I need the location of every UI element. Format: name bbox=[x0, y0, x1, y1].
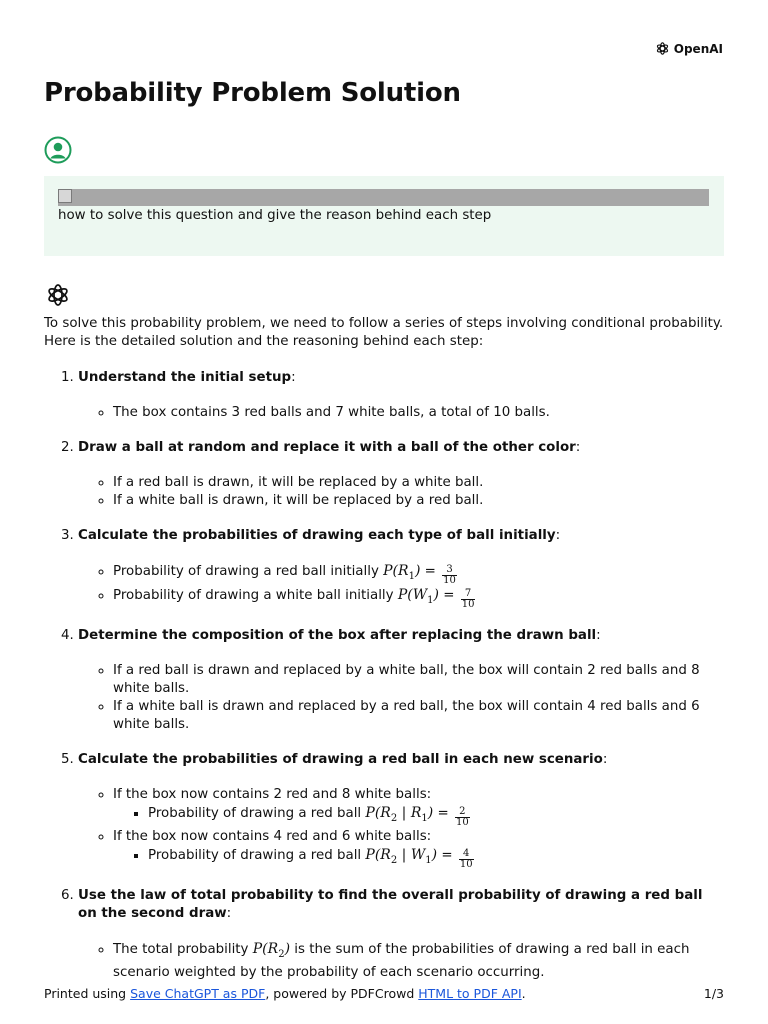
math-expression: $P(R_2)$ bbox=[252, 941, 291, 960]
solution-steps bbox=[44, 369, 724, 982]
fraction: $\frac{4}{10}$ bbox=[459, 848, 473, 870]
list-item: ◦ If a red ball is drawn and replaced by a white ball, the box will contain 2 red balls and 8 white balls. bbox=[113, 662, 724, 698]
assistant-intro: To solve this probability problem, we need to follow a series of steps involving conditional probability. Here is the detailed solution and the reasoning behind each step: bbox=[44, 316, 724, 349]
save-chatgpt-as-pdf-link[interactable]: Save ChatGPT as PDF bbox=[130, 986, 266, 1001]
math-expression: $P(W_1)$ bbox=[397, 587, 439, 606]
list-item: ▪ Probability of drawing a red ball $P(R_2$ | $W_1$) = $\frac{4}{10}$ bbox=[148, 846, 724, 870]
step-title: Determine the composition of the box after replacing the drawn ball bbox=[78, 628, 597, 643]
list-item: ◦ If a red ball is drawn, it will be replaced by a white ball. bbox=[113, 474, 724, 492]
page-title: Probability Problem Solution bbox=[44, 78, 461, 108]
step-5: 5. Calculate the probabilities of drawing a red ball in each new scenario: ◦ If the box now contains 2 red and 8 white balls: ▪ Probability of drawing a red ball $P(R_2$ | $R_1$) = $\frac{2}{10}$ ◦ If the box now contains 4 red and 6 white balls: ▪ Probability of drawing a red ball $P(R_2$ | $W_1$) = $\frac{4}{10}$ bbox=[78, 751, 724, 870]
list-item: ◦ If the box now contains 2 red and 8 white balls: ▪ Probability of drawing a red ball $P(R_2$ | $R_1$) = $\frac{2}{10}$ bbox=[113, 786, 724, 828]
user-avatar-icon bbox=[44, 136, 72, 164]
openai-brand bbox=[654, 40, 723, 57]
step-3: 3. Calculate the probabilities of drawing each type of ball initially: ◦ Probability of drawing a red ball initially $P(R_1)$ = $\frac{3}{10}$ ◦ Probability of drawing a white ball initially $P(W_1)$ = $\frac{7}{10}$ bbox=[78, 527, 724, 610]
step-title: Calculate the probabilities of drawing a red ball in each new scenario bbox=[78, 752, 603, 767]
fraction: $\frac{3}{10}$ bbox=[443, 564, 456, 586]
step-1: 1. Understand the initial setup: ◦ The box contains 3 red balls and 7 white balls, a total of 10 balls. bbox=[78, 369, 724, 422]
step-2: 2. Draw a ball at random and replace it with a ball of the other color: ◦ If a red ball is drawn, it will be replaced by a white ball. ◦ If a white ball is drawn, it will be replaced by a red ball. bbox=[78, 439, 724, 510]
list-item: ▪ Probability of drawing a red ball $P(R_2$ | $R_1$) = $\frac{2}{10}$ bbox=[148, 804, 724, 828]
assistant-message bbox=[44, 315, 724, 999]
math-expression: $P(R_2$ | $W_1$) bbox=[365, 847, 438, 866]
step-4: 4. Determine the composition of the box after replacing the drawn ball: ◦ If a red ball is drawn and replaced by a white ball, the box will contain 2 red balls and 8 white balls. ◦ If a white ball is drawn and replaced by a red ball, the box will contain 4 red balls and 6 white balls. bbox=[78, 627, 724, 734]
html-to-pdf-api-link[interactable]: HTML to PDF API bbox=[418, 986, 522, 1001]
broken-image-icon bbox=[58, 189, 72, 203]
page-number: 1/3 bbox=[703, 986, 724, 1001]
fraction: $\frac{2}{10}$ bbox=[455, 806, 469, 828]
step-title: Draw a ball at random and replace it with a ball of the other color bbox=[78, 440, 576, 455]
list-item: ◦ The box contains 3 red balls and 7 white balls, a total of 10 balls. bbox=[113, 404, 724, 422]
page-footer bbox=[44, 986, 724, 1001]
math-expression: $P(R_1)$ bbox=[383, 563, 421, 582]
list-item: ◦ If a white ball is drawn, it will be replaced by a red ball. bbox=[113, 492, 724, 510]
step-title: Understand the initial setup bbox=[78, 370, 292, 385]
brand-name: OpenAI bbox=[673, 41, 723, 56]
list-item: ◦ If the box now contains 4 red and 6 white balls: ▪ Probability of drawing a red ball $P(R_2$ | $W_1$) = $\frac{4}{10}$ bbox=[113, 828, 724, 870]
user-message-text: how to solve this question and give the reason behind each step bbox=[58, 208, 492, 223]
list-item: ◦ Probability of drawing a red ball initially $P(R_1)$ = $\frac{3}{10}$ bbox=[113, 562, 724, 586]
footer-credits: Printed using Save ChatGPT as PDF, powered by PDFCrowd HTML to PDF API. bbox=[44, 986, 526, 1001]
chatgpt-logo-icon bbox=[44, 281, 72, 309]
step-6: 6. Use the law of total probability to find the overall probability of drawing a red ball on the second draw: ◦ The total probability $P(R_2)$ is the sum of the probabilities of drawing a red ball in each scenario weighted by the probability of each scenario occurring. bbox=[78, 887, 724, 982]
openai-logo-icon bbox=[654, 40, 671, 57]
list-item: ◦ Probability of drawing a white ball initially $P(W_1)$ = $\frac{7}{10}$ bbox=[113, 586, 724, 610]
list-item: ◦ If a white ball is drawn and replaced by a red ball, the box will contain 4 red balls and 6 white balls. bbox=[113, 698, 724, 734]
fraction: $\frac{7}{10}$ bbox=[461, 588, 475, 610]
user-message bbox=[44, 176, 724, 256]
list-item: ◦ The total probability $P(R_2)$ is the sum of the probabilities of drawing a red ball in each scenario weighted by the probability of each scenario occurring. bbox=[113, 940, 724, 982]
step-title: Use the law of total probability to find the overall probability of drawing a red ball on the second draw bbox=[78, 888, 703, 921]
attached-image-placeholder bbox=[58, 189, 709, 206]
math-expression: $P(R_2$ | $R_1$) bbox=[365, 805, 434, 824]
step-title: Calculate the probabilities of drawing each type of ball initially bbox=[78, 528, 556, 543]
